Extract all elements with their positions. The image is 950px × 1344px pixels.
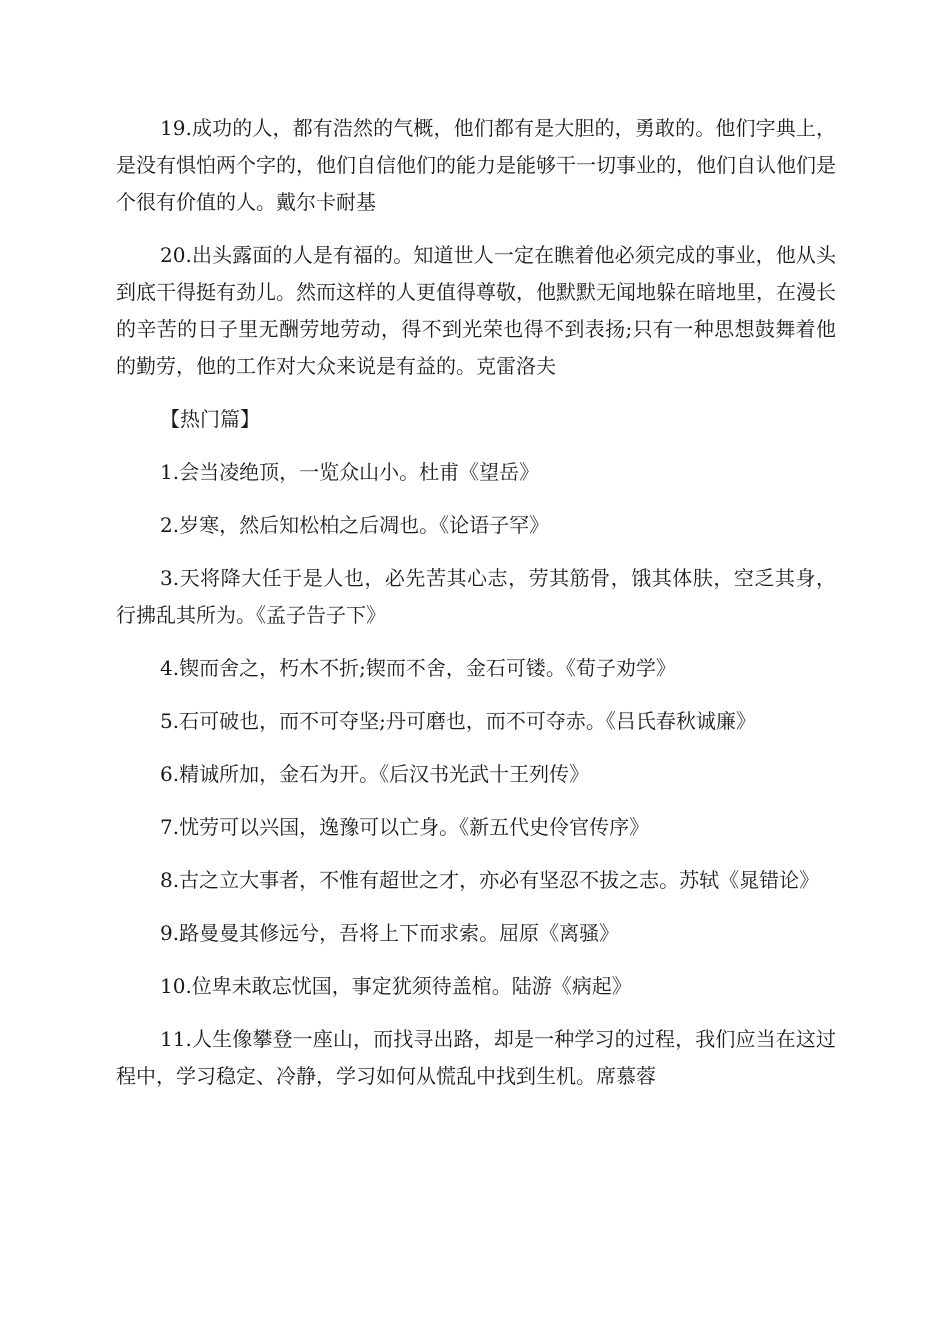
section-heading: 【热门篇】 [160, 407, 260, 431]
paragraph-quote-3: 3.天将降大任于是人也，必先苦其心志，劳其筋骨，饿其体肤，空乏其身，行拂乱其所为。《孟子告子下》 [116, 566, 836, 627]
paragraph-quote-20: 20.出头露面的人是有福的。知道世人一定在瞧着他必须完成的事业，他从头到底干得挺有劲儿。然而这样的人更值得尊敬，他默默无闻地躲在暗地里，在漫长的辛苦的日子里无酬劳地劳动，得不到光荣也得不到表扬;只有一种思想鼓舞着他的勤劳，他的工作对大众来说是有益的。克雷洛夫 [116, 243, 836, 378]
document-body [116, 110, 836, 1111]
paragraph-quote-8: 8.古之立大事者，不惟有超世之才，亦必有坚忍不拔之志。苏轼《晁错论》 [160, 868, 820, 892]
paragraph-quote-19: 19.成功的人，都有浩然的气概，他们都有是大胆的，勇敢的。他们字典上，是没有惧怕两个字的，他们自信他们的能力是能够干一切事业的，他们自认他们是个很有价值的人。戴尔卡耐基 [116, 116, 836, 214]
paragraph-quote-11: 11.人生像攀登一座山，而找寻出路，却是一种学习的过程，我们应当在这过程中，学习稳定、冷静，学习如何从慌乱中找到生机。席慕蓉 [116, 1027, 836, 1088]
paragraph-quote-9: 9.路曼曼其修远兮，吾将上下而求索。屈原《离骚》 [160, 921, 620, 945]
paragraph-quote-2: 2.岁寒，然后知松柏之后凋也。《论语子罕》 [160, 513, 550, 537]
paragraph-quote-6: 6.精诚所加，金石为开。《后汉书光武十王列传》 [160, 762, 590, 786]
paragraph-quote-7: 7.忧劳可以兴国，逸豫可以亡身。《新五代史伶官传序》 [160, 815, 650, 839]
paragraph-quote-5: 5.石可破也，而不可夺坚;丹可磨也，而不可夺赤。《吕氏春秋诚廉》 [160, 709, 756, 733]
paragraph-quote-1: 1.会当凌绝顶，一览众山小。杜甫《望岳》 [160, 460, 540, 484]
paragraph-quote-10: 10.位卑未敢忘忧国，事定犹须待盖棺。陆游《病起》 [160, 974, 632, 998]
paragraph-quote-4: 4.锲而舍之，朽木不折;锲而不舍，金石可镂。《荀子劝学》 [160, 656, 676, 680]
